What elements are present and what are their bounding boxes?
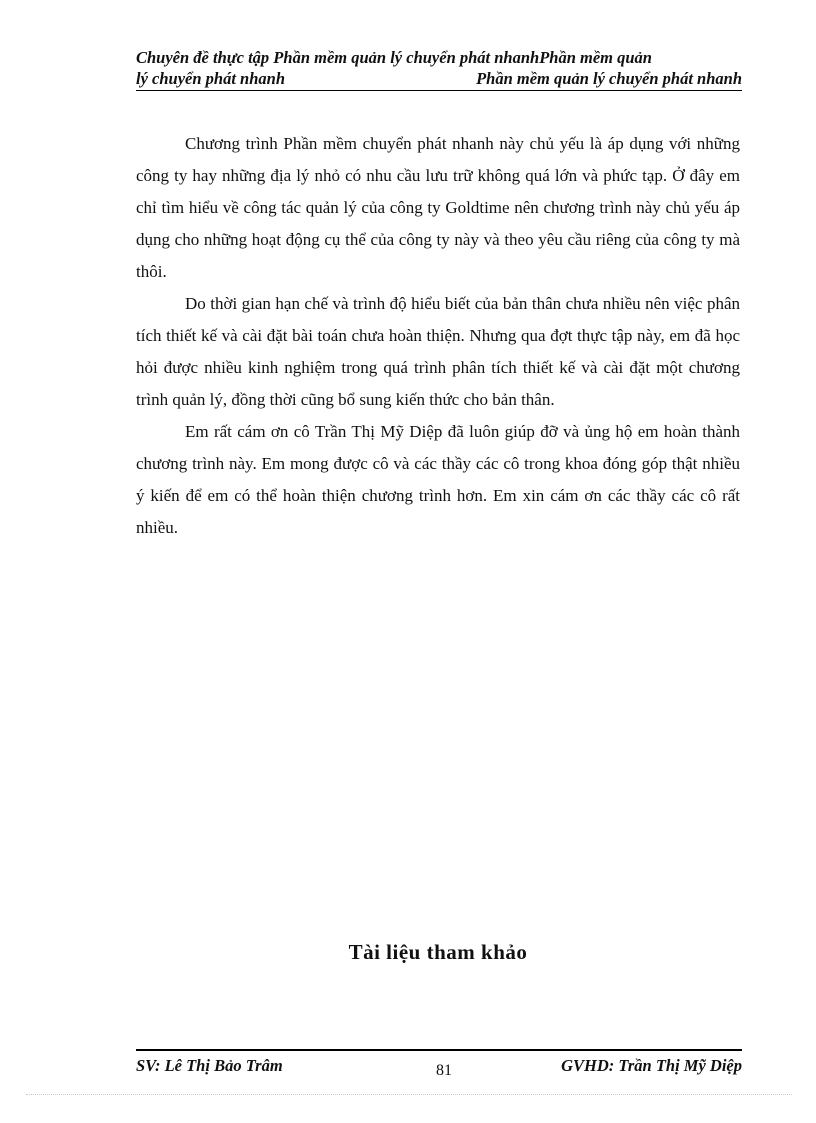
page-number: 81 xyxy=(436,1062,452,1079)
footer-advisor: GVHD: Trần Thị Mỹ Diệp xyxy=(561,1056,742,1075)
header-title-line2-left: lý chuyển phát nhanh xyxy=(136,69,285,88)
body-content xyxy=(136,128,740,544)
header-title-line1: Chuyên đề thực tập Phần mềm quản lý chuyển phát nhanhPhần mềm quản xyxy=(136,48,652,67)
page-footer xyxy=(136,1049,742,1081)
paragraph-scope: Chương trình Phần mềm chuyển phát nhanh này chủ yếu là áp dụng với những công ty hay những địa lý nhỏ có nhu cầu lưu trữ không quá lớn và phức tạp. Ở đây em chỉ tìm hiểu về công tác quản lý của công ty Goldtime nên chương trình này chủ yếu áp dụng cho những hoạt động cụ thể của công ty này và theo yêu cầu riêng của công ty mà thôi. xyxy=(136,134,740,281)
references-heading: Tài liệu tham khảo xyxy=(348,940,528,964)
footer-student: SV: Lê Thị Bảo Trâm xyxy=(136,1056,283,1075)
header-title-line2 xyxy=(136,68,742,89)
paragraph-thanks: Em rất cám ơn cô Trần Thị Mỹ Diệp đã luôn giúp đỡ và ủng hộ em hoàn thành chương trình này. Em mong được cô và các thầy các cô trong khoa đóng góp thật nhiều ý kiến để em có thể hoàn thiện chương trình hơn. Em xin cám ơn các thầy các cô rất nhiều. xyxy=(136,422,740,537)
page-header xyxy=(136,47,742,91)
header-title-line2-right: Phần mềm quản lý chuyển phát nhanh xyxy=(476,69,742,88)
page-bottom-divider xyxy=(26,1094,792,1095)
paragraph-limitations: Do thời gian hạn chế và trình độ hiểu biết của bản thân chưa nhiều nên việc phân tích thiết kế và cài đặt bài toán chưa hoàn thiện. Nhưng qua đợt thực tập này, em đã học hỏi được nhiều kinh nghiệm trong quá trình phân tích thiết kế và cài đặt một chương trình quản lý, đồng thời cũng bổ sung kiến thức cho bản thân. xyxy=(136,294,740,409)
